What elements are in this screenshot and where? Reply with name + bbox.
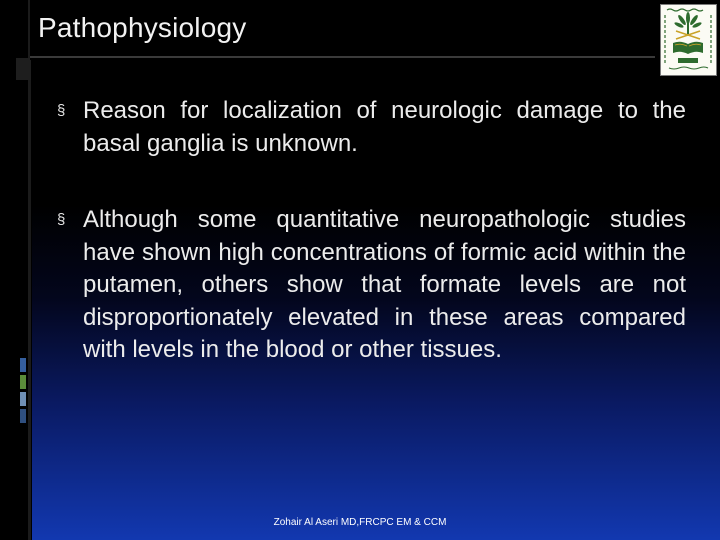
accent-square bbox=[16, 58, 31, 80]
bullet-text: Reason for localization of neurologic damage to the basal ganglia is unknown. bbox=[83, 97, 686, 157]
bullet-item bbox=[56, 204, 686, 367]
bullet-square-icon: § bbox=[57, 102, 66, 119]
university-logo bbox=[660, 4, 717, 76]
left-divider bbox=[28, 0, 31, 540]
side-bar-1 bbox=[20, 358, 26, 372]
slide-title: Pathophysiology bbox=[38, 12, 247, 43]
side-bar-4 bbox=[20, 409, 26, 423]
title-underline bbox=[30, 56, 655, 58]
side-bar-3 bbox=[20, 392, 26, 406]
bullet-list bbox=[56, 95, 686, 367]
university-emblem-icon bbox=[661, 5, 716, 75]
bullet-text: Although some quantitative neuropathologic studies have shown high concentrations of formic acid within the putamen, others show that formate levels are not disproportionately elevated in these areas compared with levels in the blood or other tissues. bbox=[83, 206, 686, 363]
slide-footer: Zohair Al Aseri MD,FRCPC EM & CCM bbox=[273, 517, 447, 528]
bullet-item bbox=[56, 95, 686, 160]
bullet-square-icon: § bbox=[57, 211, 66, 228]
side-bar-2 bbox=[20, 375, 26, 389]
side-color-bars bbox=[20, 358, 26, 426]
